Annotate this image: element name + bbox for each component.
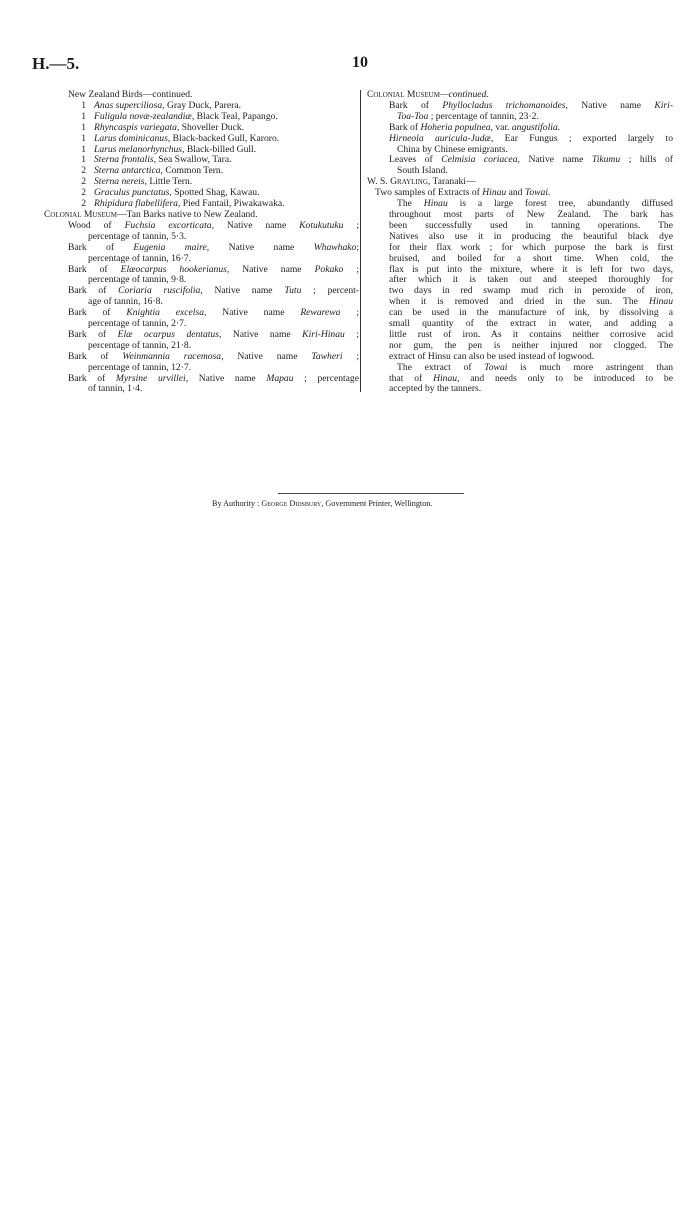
- document-code: H.—5.: [32, 54, 80, 73]
- phyllocladus-mid: , Native name: [565, 99, 655, 111]
- celmisia-tail: ; hills of: [620, 154, 673, 166]
- phyllocladus-tail: ; percentage of tannin, 23·2.: [428, 110, 539, 122]
- bird-quantity: 1: [81, 99, 86, 111]
- bark-entry-line-1: [44, 243, 359, 254]
- paragraph-text: Natives also use it in producing the beautiful black dye: [389, 230, 673, 242]
- museum-label: Colonial Museum: [44, 208, 117, 220]
- italic-term: Hinau: [423, 198, 448, 210]
- paragraph-text: , and needs only to be introduced to be: [457, 372, 673, 384]
- bark-tail: ;: [356, 241, 359, 253]
- bark-tail: ;: [344, 328, 359, 340]
- towai-paragraph: [367, 363, 673, 396]
- hoheria-lead: Bark of: [389, 121, 421, 133]
- bird-species: Rhyncaspis variegata: [94, 121, 177, 133]
- bird-description: , Pied Fantail, Piwakawaka.: [177, 198, 285, 210]
- paragraph-text: after which it is taken out and steeped thoroughly for: [389, 274, 673, 286]
- bark-native-name: Pokako: [314, 263, 344, 275]
- bark-mid: , Native name: [206, 241, 314, 253]
- bird-description: , Black Teal, Papango.: [191, 110, 278, 122]
- footer-lead: By Authority :: [212, 499, 262, 508]
- hoheria-species: Hoheria populnea: [420, 121, 491, 133]
- bird-description: , Black-billed Gull.: [182, 143, 257, 155]
- phyllocladus-lead: Bark of: [389, 99, 443, 111]
- hirneola-species: Hirneola auricula-Judæ: [389, 132, 491, 144]
- imprint-footer: [212, 499, 432, 508]
- bird-species: Sterna antarctica: [94, 165, 161, 177]
- samples-and: and: [506, 187, 525, 199]
- italic-term: Towai: [484, 361, 508, 373]
- bark-entry-line-2: percentage of tannin, 16·7.: [88, 252, 192, 264]
- paragraph-text: when it is removed and dried in the sun. The: [389, 296, 650, 308]
- footer-rule: [278, 493, 464, 494]
- bird-description: , Common Tern.: [160, 165, 224, 177]
- italic-term: Hinau: [649, 296, 673, 308]
- paragraph-text: The: [397, 198, 424, 210]
- bird-quantity: 2: [81, 187, 86, 199]
- paragraph-text: is a large forest tree, abundantly diffused: [447, 198, 673, 210]
- bark-native-name: Kiri-Hinau: [302, 328, 345, 340]
- bark-mid: , Native name: [200, 285, 285, 297]
- samples-hinau: Hinau: [482, 187, 507, 199]
- bark-entry-line-2: percentage of tannin, 2·7.: [88, 318, 187, 330]
- bird-species: Larus dominicanus: [94, 132, 168, 144]
- celmisia-lead: Leaves of: [389, 154, 442, 166]
- bark-tail: ; percentage: [293, 372, 359, 384]
- paragraph-text: small quantity of the extract in water, and adding a: [389, 318, 673, 330]
- bark-tail: ;: [343, 219, 359, 231]
- paragraph-text: been successfully used in tanning operations. The: [389, 219, 673, 231]
- bark-mid: , Native name: [221, 350, 312, 362]
- phyllocladus-native-b: Toa-Toa: [397, 110, 429, 122]
- bird-description: , Black-backed Gull, Karoro.: [167, 132, 280, 144]
- paragraph-text: two days in red swamp mud rich in peroxide of iron,: [389, 285, 673, 297]
- bird-species: Sterna frontalis: [94, 154, 154, 166]
- bark-lead: Bark of: [68, 263, 121, 275]
- paragraph-text: bruised, and boiled for a short time. When cold, the: [389, 252, 673, 264]
- bark-species: Elæ ocarpus dentatus: [117, 328, 219, 340]
- footer-tail: , Government Printer, Wellington.: [321, 499, 433, 508]
- bird-row: [44, 166, 359, 177]
- bark-species: Myrsine urvillei: [115, 372, 186, 384]
- italic-term: Hinau: [433, 372, 458, 384]
- grayling-prefix: W. S.: [367, 176, 391, 188]
- bark-entry-line-2: of tannin, 1·4.: [88, 383, 143, 395]
- bark-lead: Bark of: [68, 307, 127, 319]
- right-column: [367, 90, 673, 395]
- bark-species: Knightia excelsa: [126, 307, 205, 319]
- hirneola-text-b: China by Chinese emigrants.: [397, 143, 508, 155]
- paragraph-text: flax is put into the mixture, where it is left for two days,: [389, 263, 673, 275]
- bark-tail: ;: [343, 263, 359, 275]
- bark-tail: ;: [340, 307, 359, 319]
- bark-mid: , Native name: [185, 372, 267, 384]
- paragraph-text: extract of Hinsu can also be used instead of logwood.: [389, 350, 595, 362]
- museum-label-right: Colonial Museum: [367, 89, 440, 100]
- bark-entry-line-2: percentage of tannin, 12·7.: [88, 361, 192, 373]
- grayling-place: , Taranaki—: [427, 176, 476, 188]
- bird-description: , Sea Swallow, Tara.: [153, 154, 232, 166]
- hirneola-text-a: , Ear Fungus ; exported largely to: [490, 132, 674, 144]
- bark-native-name: Rewarewa: [300, 307, 341, 319]
- paragraph-text: The extract of: [397, 361, 485, 373]
- bird-quantity: 1: [81, 110, 86, 122]
- bark-lead: Bark of: [68, 241, 134, 253]
- paragraph-text: can be used in the manufacture of ink, by dissolving a: [389, 307, 673, 319]
- bark-lead: Wood of: [68, 219, 125, 231]
- bark-native-name: Kotukutuku: [299, 219, 344, 231]
- museum-text: —Tan Barks native to New Zealand.: [116, 208, 258, 220]
- bird-description: , Shoveller Duck.: [176, 121, 245, 133]
- column-divider: [360, 90, 361, 392]
- bird-quantity: 1: [81, 143, 86, 155]
- footer-printer: George Didsbury: [261, 499, 322, 508]
- bark-entry-line-2: percentage of tannin, 9·8.: [88, 274, 187, 286]
- bird-quantity: 2: [81, 198, 86, 210]
- birds-heading-text: New Zealand Birds—continued.: [68, 89, 193, 100]
- bird-quantity: 2: [81, 165, 86, 177]
- grayling-name: Grayling: [390, 176, 428, 188]
- hinau-paragraph: [367, 199, 673, 363]
- phyllocladus-species: Phyllocladus trichomanoides: [442, 99, 566, 111]
- bird-species: Larus melanorhynchus: [94, 143, 183, 155]
- paragraph-text: for their flax work ; for which purpose the bark is first: [389, 241, 673, 253]
- bark-tail: ;: [342, 350, 359, 362]
- bark-entry-line-2: percentage of tannin, 21·8.: [88, 339, 192, 351]
- page-number: 10: [352, 54, 368, 71]
- celmisia-second: South Island.: [397, 165, 448, 177]
- bird-quantity: 1: [81, 154, 86, 166]
- paragraph-line: [367, 384, 673, 395]
- bird-species: Graculus punctatus: [94, 187, 170, 199]
- hoheria-var: angustifolia.: [511, 121, 561, 133]
- paragraph-text: little rust of iron. As it contains neither corrosive acid: [389, 328, 673, 340]
- bark-species: Fuchsia excorticata: [124, 219, 212, 231]
- bark-native-name: Tutu: [284, 285, 302, 297]
- bark-mid: , Native name: [218, 328, 303, 340]
- bark-species: Coriaria ruscifolia: [118, 285, 201, 297]
- bird-species: Anas superciliosa: [94, 99, 163, 111]
- celmisia-mid: , Native name: [517, 154, 592, 166]
- bark-species: Eugenia maire: [133, 241, 207, 253]
- bark-mid: , Native name: [211, 219, 300, 231]
- bark-lead: Bark of: [68, 285, 119, 297]
- bark-native-name: Tawheri: [311, 350, 343, 362]
- bark-species: Weinmannia racemosa: [122, 350, 222, 362]
- bird-description: , Little Tern.: [144, 176, 193, 188]
- paragraph-text: throughout most parts of New Zealand. The bark has: [389, 208, 673, 220]
- bird-description: , Spotted Shag, Kawau.: [169, 187, 260, 199]
- bark-lead: Bark of: [68, 372, 116, 384]
- paragraph-text: accepted by the tanners.: [389, 383, 482, 395]
- bird-species: Fuligula novæ-zealandiæ: [94, 110, 192, 122]
- left-column: [44, 90, 359, 395]
- bark-native-name: Mapau: [266, 372, 294, 384]
- samples-lead: Two samples of Extracts of: [375, 187, 483, 199]
- bird-species: Rhipidura flabellifera: [94, 198, 178, 210]
- bird-quantity: 1: [81, 121, 86, 133]
- continued-label: —continued.: [439, 89, 489, 100]
- bark-entry-line-2: percentage of tannin, 5·3.: [88, 230, 187, 242]
- samples-towai: Towai.: [524, 187, 551, 199]
- bark-mid: , Native name: [204, 307, 301, 319]
- celmisia-species: Celmisia coriacea: [441, 154, 518, 166]
- bark-entry-line-2: age of tannin, 16·8.: [88, 296, 163, 308]
- bird-list: [44, 101, 359, 210]
- bark-list: [44, 221, 359, 396]
- celmisia-native: Tikumu: [591, 154, 621, 166]
- bird-species: Sterna nereis: [94, 176, 145, 188]
- bird-quantity: 1: [81, 132, 86, 144]
- paragraph-text: that of: [389, 372, 434, 384]
- bark-mid: , Native name: [226, 263, 315, 275]
- phyllocladus-native-a: Kiri-: [654, 99, 673, 111]
- bark-lead: Bark of: [68, 350, 123, 362]
- bird-description: , Gray Duck, Parera.: [162, 99, 241, 111]
- bird-quantity: 2: [81, 176, 86, 188]
- bark-tail: ; percent-: [301, 285, 359, 297]
- bark-species: Elæocarpus hookerianus: [120, 263, 227, 275]
- bark-lead: Bark of: [68, 328, 118, 340]
- bark-native-name: Whawhako: [313, 241, 357, 253]
- paragraph-text: nor gum, the pen is neither injured nor clogged. The: [389, 339, 673, 351]
- hoheria-mid: , var.: [490, 121, 512, 133]
- paragraph-text: is much more astringent than: [507, 361, 673, 373]
